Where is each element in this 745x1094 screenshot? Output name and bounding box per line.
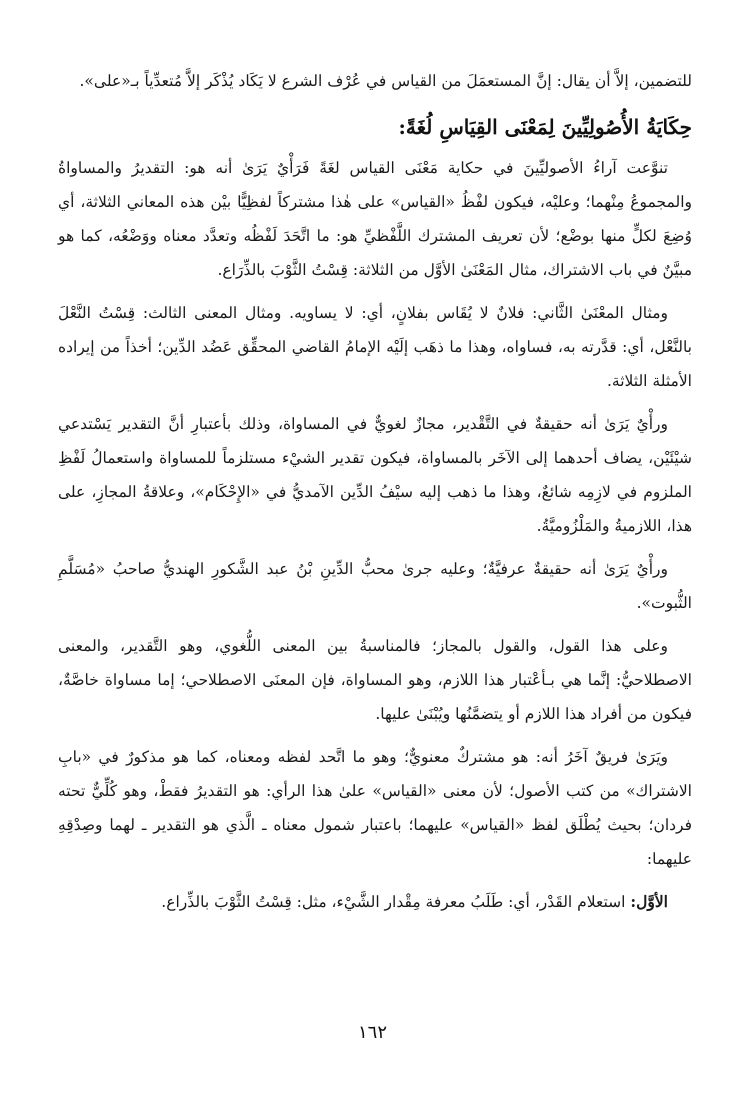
paragraph-4: ورأْيٌ يَرَىٰ أنه حقيقةٌ عرفيَّةٌ؛ وعليه جرىٰ محبُّ الدِّينِ بْنُ عبد الشَّكورِ الهنديُّ صاحبُ «مُسَلَّمِ الثُّبوت». bbox=[58, 560, 692, 612]
paragraph-5: وعلى هذا القول، والقول بالمجاز؛ فالمناسبةُ بين المعنى اللُّغوي، وهو التَّقدير، والمعنى الاصطلاحيُّ: إنَّما هي بـأعْتبار هذا اللازم، وهو المساواة، فإن المعنَى الاصطلاحي؛ إما مساواة خاصَّةٌ، فيكون من أفراد هذا اللازم أو يتضمَّنُها ويُبْنَىٰ عليها. bbox=[58, 637, 692, 723]
paragraph-intro: للتضمين، إلاَّ أن يقال: إنَّ المستعمَلَ من القياس في عُرْف الشرع لا يَكَاد يُذْكَر إلاَّ مُتعدِّياً بـ«على». bbox=[79, 72, 692, 90]
section-heading: حِكَايَةُ الأُصُولِيِّينَ لِمَعْنَى القِيَاسِ لُغَةً: bbox=[398, 115, 692, 139]
paragraph-final-lead: الأوَّل: bbox=[630, 892, 668, 911]
paragraph-final bbox=[58, 885, 692, 919]
paragraph-1: تنوَّعت آراءُ الأصوليِّينَ في حكاية مَعْنَى القياس لغَةً فَرَأْيٌ يَرَىٰ أنه هو: التقديرُ والمساواةُ والمجموعُ مِنْهما؛ وعليْه، فيكون لفْظُ «القياس» على هٰذا مشتركاً لفظِيًّا بيْن هذه المعاني الثلاثة، أي وُضِعَ لكلٍّ منها بوضْع؛ لأن تعريف المشترك اللَّفْظيِّ هو: ما اتَّحَدَ لَفْظُه وتعدَّد معناه ووَضْعُه، كما هو مبيَّنٌ في باب الاشتراك، مثال المَعْنَىٰ الأوَّل من الثلاثة: قِسْتُ الثَّوْبَ بالذِّرَاع. bbox=[58, 159, 692, 279]
paragraph-final-text: استعلام القَدْر، أي: طَلَبُ معرفة مِقْدار الشَّيْء، مثل: قِسْتُ الثَّوْبَ بالذِّراع. bbox=[161, 893, 631, 911]
page-number: ١٦٢ bbox=[357, 1022, 387, 1043]
paragraph-6: ويَرَىٰ فريقٌ آخَرُ أنه: هو مشتركٌ معنويٌّ؛ وهو ما اتَّحد لفظه ومعناه، كما هو مذكورٌ في «بابِ الاشتراك» من كتب الأصول؛ لأن معنى «القياس» علىٰ هذا الرأي: هو التقديرُ فقطْ، وهو كُلِّيٌّ تحته فردان؛ بحيث يُطْلَق لفظ «القياس» عليهما؛ باعتبار شمول معناه ـ الَّذي هو التقدير ـ لهما وصِدْقِهِ عليهما: bbox=[58, 748, 692, 868]
paragraph-3: ورأْيٌ يَرَىٰ أنه حقيقةٌ في التَّقْدير، مجازٌ لغويٌّ في المساواة، وذلك بأعتبارِ أنَّ التقدير يَسْتدعي شيْئَيْن، يضاف أحدهما إلى الآخَر بالمساواة، فيكون تقدير الشيْء مستلزماً للمساواة واستعمالُ لَفْظِ الملزوم في لازِمِه شائعٌ، وهذا ما ذهب إليه سيْفُ الدِّين الآمديُّ في «الإِحْكَام»، وعلاقةُ المجازِ، على هذا، اللازميةُ والمَلْزُوميَّةُ. bbox=[58, 415, 692, 535]
document-page bbox=[58, 64, 692, 928]
paragraph-2: ومثال المعْنَىٰ الثَّاني: فلانٌ لا يُقَاس بفلانٍ، أي: لا يساويه. ومثال المعنى الثالث: قِسْتُ النَّعْلَ بالنَّعْل، أي: قدَّرته به، فساواه، وهذا ما ذهَب إلَيْه الإمامُ القاضي المحقِّق عَضُد الدِّين؛ أخذاً من إيراده الأمثلة الثلاثة. bbox=[58, 304, 692, 390]
